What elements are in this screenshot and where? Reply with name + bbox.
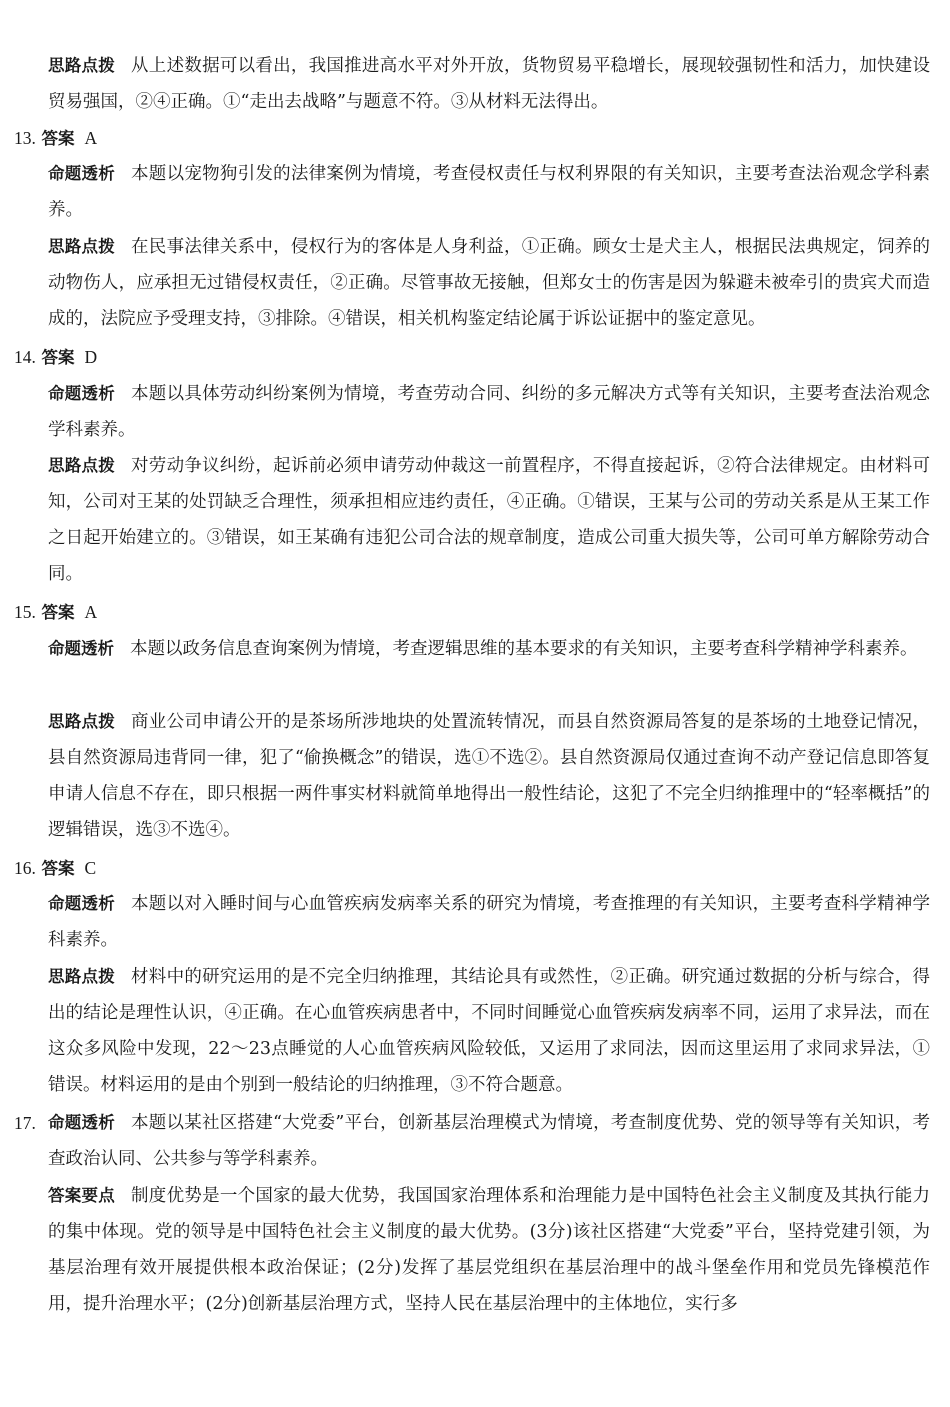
page-cutoff: [0, 1327, 950, 1407]
q13-analysis: [48, 156, 930, 228]
analysis-label: 命题透析: [48, 639, 114, 658]
hint-text: 在民事法律关系中，侵权行为的客体是人身利益，①正确。顾女士是犬主人，根据民法典规定，饲养的动物伤人，应承担无过错侵权责任，②正确。尽管事故无接触，但郑女士的伤害是因为躲避未被牵引的贵宾犬而造成的，法院应予受理支持，③排除。④错误，相关机构鉴定结论属于诉讼证据中的鉴定意见。: [48, 237, 931, 329]
question-number: 16.: [14, 858, 36, 878]
analysis-text: 本题以某社区搭建“大党委”平台，创新基层治理模式为情境，考查制度优势、党的领导等有关知识，考查政治认同、公共参与等学科素养。: [48, 1113, 931, 1169]
question-number: 13.: [14, 128, 36, 148]
answer-label: 答案: [41, 603, 75, 622]
hint-label: 思路点拨: [48, 456, 116, 475]
q17-analysis: [48, 1105, 930, 1177]
analysis-text: 本题以具体劳动纠纷案例为情境，考查劳动合同、纠纷的多元解决方式等有关知识，主要考查法治观念学科素养。: [48, 384, 931, 440]
hint-label: 思路点拨: [48, 712, 116, 731]
analysis-text: 本题以宠物狗引发的法律案例为情境，考查侵权责任与权利界限的有关知识，主要考查法治观念学科素养。: [48, 164, 931, 220]
analysis-label: 命题透析: [48, 894, 116, 913]
q17-key-points: [48, 1178, 930, 1322]
q13-answer-line: [14, 120, 97, 157]
answer-label: 答案: [41, 129, 75, 148]
hint-text: 从上述数据可以看出，我国推进高水平对外开放，货物贸易平稳增长，展现较强韧性和活力，加快建设贸易强国，②④正确。①“走出去战略”与题意不符。③从材料无法得出。: [48, 56, 931, 112]
answer-label: 答案: [41, 859, 75, 878]
analysis-text: 本题以政务信息查询案例为情境，考查逻辑思维的基本要求的有关知识，主要考查科学精神学科素养。: [130, 639, 918, 659]
question-number: 15.: [14, 602, 36, 622]
analysis-text: 本题以对入睡时间与心血管疾病发病率关系的研究为情境，考查推理的有关知识，主要考查科学精神学科素养。: [48, 894, 931, 950]
key-points-label: 答案要点: [48, 1186, 116, 1205]
q16-answer-line: [14, 850, 96, 887]
hint-text: 商业公司申请公开的是茶场所涉地块的处置流转情况，而县自然资源局答复的是茶场的土地登记情况，县自然资源局违背同一律，犯了“偷换概念”的错误，选①不选②。县自然资源局仅通过查询不动产登记信息即答复申请人信息不存在，即只根据一两件事实材料就简单地得出一般性结论，这犯了不完全归纳推理中的“轻率概括”的逻辑错误，选③不选④。: [48, 712, 931, 840]
answer-value: D: [84, 347, 98, 367]
q14-hint: [48, 448, 930, 592]
answer-value: A: [84, 128, 98, 148]
q15-answer-line: [14, 594, 97, 631]
hint-label: 思路点拨: [48, 56, 116, 75]
q16-analysis: [48, 886, 930, 958]
answer-label: 答案: [41, 348, 75, 367]
q13-hint: [48, 229, 930, 337]
hint-label: 思路点拨: [48, 237, 116, 256]
analysis-label: 命题透析: [48, 1113, 115, 1132]
question-number: 17.: [14, 1113, 36, 1133]
q15-analysis: [48, 631, 930, 667]
q14-answer-line: [14, 339, 97, 376]
hint-text: 对劳动争议纠纷，起诉前必须申请劳动仲裁这一前置程序，不得直接起诉，②符合法律规定。由材料可知，公司对王某的处罚缺乏合理性，须承担相应违约责任，④正确。①错误，王某与公司的劳动关系是从王某工作之日起开始建立的。③错误，如王某确有违犯公司合法的规章制度，造成公司重大损失等，公司可单方解除劳动合同。: [48, 456, 931, 584]
answer-value: C: [84, 858, 97, 878]
q15-hint: [48, 704, 930, 848]
question-number: 14.: [14, 347, 36, 367]
key-points-text: 制度优势是一个国家的最大优势，我国国家治理体系和治理能力是中国特色社会主义制度及其执行能力的集中体现。党的领导是中国特色社会主义制度的最大优势。(3分)该社区搭建“大党委”平台，坚持党建引领，为基层治理有效开展提供根本政治保证；(2分)发挥了基层党组织在基层治理中的战斗堡垒作用和党员先锋模范作用，提升治理水平；(2分)创新基层治理方式，坚持人民在基层治理中的主体地位，实行多: [48, 1186, 931, 1314]
analysis-label: 命题透析: [48, 164, 116, 183]
analysis-label: 命题透析: [48, 384, 116, 403]
q16-hint: [48, 959, 930, 1103]
hint-label: 思路点拨: [48, 967, 116, 986]
top-hint-paragraph: [48, 48, 930, 120]
hint-text: 材料中的研究运用的是不完全归纳推理，其结论具有或然性，②正确。研究通过数据的分析与综合，得出的结论是理性认识，④正确。在心血管疾病患者中，不同时间睡觉心血管疾病发病率不同，运用了求异法，而在这众多风险中发现，22～23点睡觉的人心血管疾病风险较低，又运用了求同法，因而这里运用了求同求异法，①错误。材料运用的是由个别到一般结论的归纳推理，③不符合题意。: [48, 967, 931, 1095]
q14-analysis: [48, 376, 930, 448]
answer-value: A: [84, 602, 98, 622]
q17-number: [14, 1105, 36, 1142]
